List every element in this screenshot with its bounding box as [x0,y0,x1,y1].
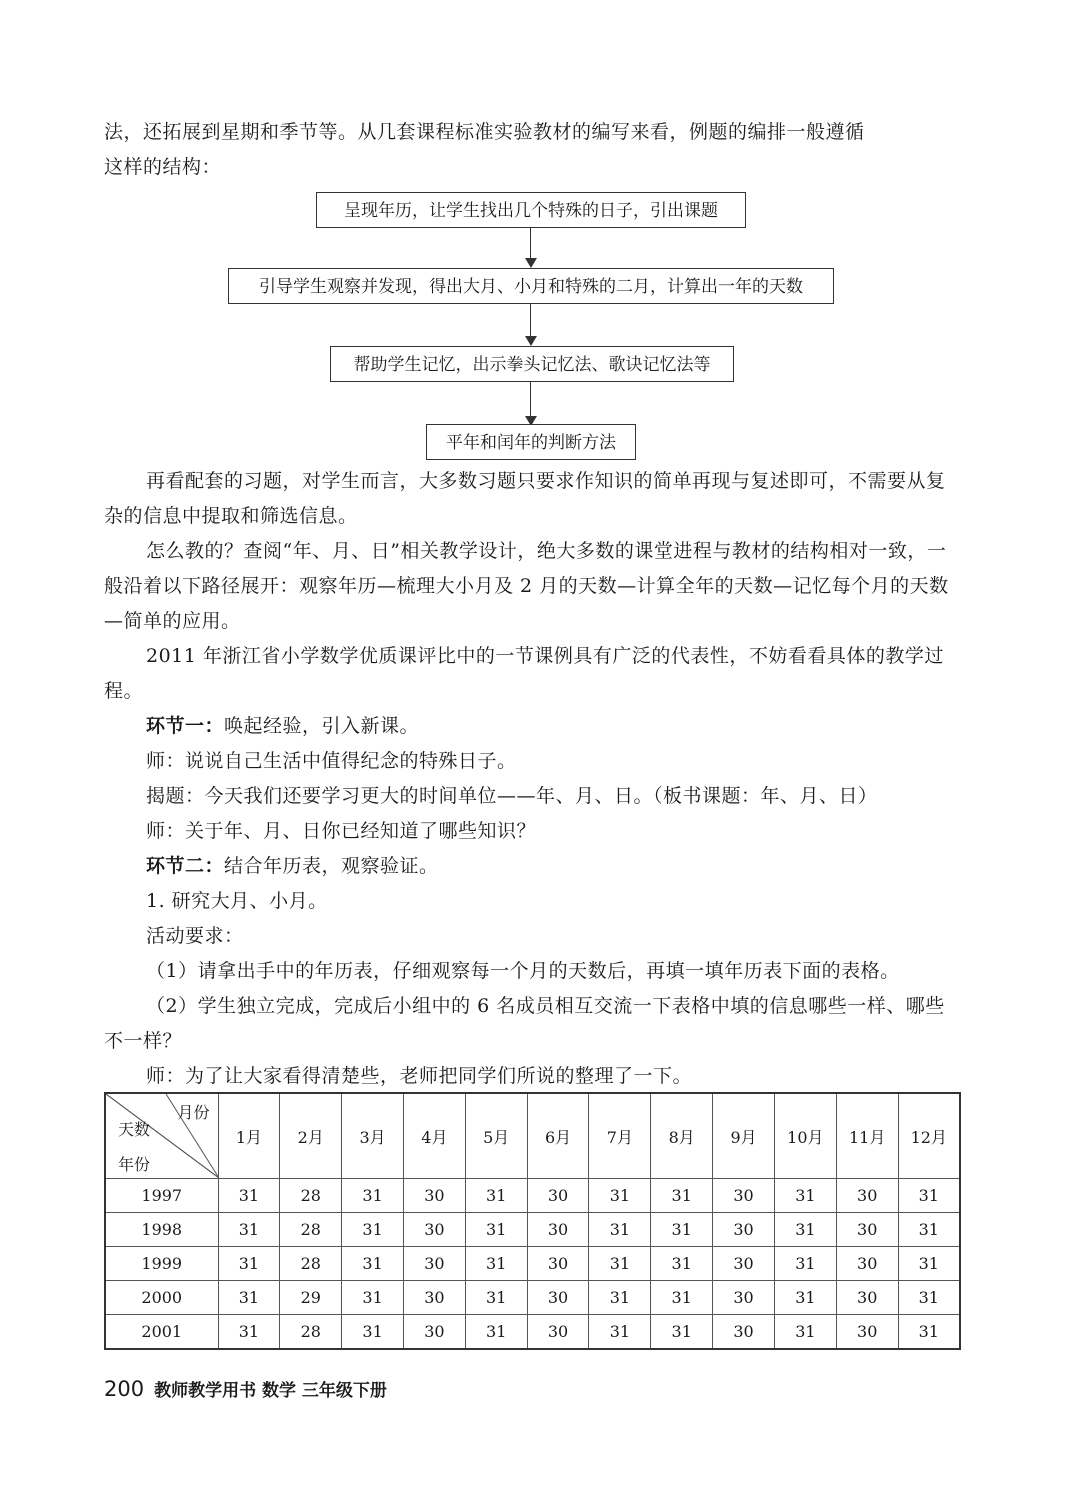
days-cell: 28 [280,1213,342,1247]
days-cell: 31 [342,1281,404,1315]
days-cell: 30 [713,1179,775,1213]
days-cell: 30 [403,1315,465,1350]
days-cell: 31 [218,1213,280,1247]
days-cell: 30 [836,1281,898,1315]
requirement-2: （2）学生独立完成，完成后小组中的 6 名成员相互交流一下表格中填的信息哪些一样、哪些不一样？ [104,995,945,1052]
intro-text [104,115,964,185]
days-cell: 30 [527,1281,589,1315]
month-header: 1月 [218,1093,280,1179]
days-cell: 30 [713,1315,775,1350]
teacher-line-3: 师：为了让大家看得清楚些，老师把同学们所说的整理了一下。 [146,1065,693,1087]
days-cell: 31 [465,1281,527,1315]
days-cell: 31 [465,1315,527,1350]
days-cell: 31 [774,1247,836,1281]
section-1-label: 环节一： [146,715,225,737]
days-cell: 31 [589,1247,651,1281]
days-cell: 30 [836,1213,898,1247]
days-cell: 31 [342,1247,404,1281]
corner-label-days: 天数 [118,1120,151,1139]
month-days-table [104,1092,961,1350]
month-header: 6月 [527,1093,589,1179]
days-cell: 31 [218,1315,280,1350]
section-1-text: 唤起经验，引入新课。 [224,715,420,737]
section-2-heading [104,849,964,884]
flow-arrow-head-2 [525,336,537,346]
days-cell: 31 [898,1179,960,1213]
days-cell: 31 [218,1281,280,1315]
month-header: 3月 [342,1093,404,1179]
intro-line-2: 这样的结构： [104,156,222,178]
days-cell: 30 [713,1213,775,1247]
study-item-1: 1. 研究大月、小月。 [146,890,328,912]
days-cell: 29 [280,1281,342,1315]
flow-step-3: 帮助学生记忆，出示拳头记忆法、歌诀记忆法等 [330,346,734,382]
body-text [104,464,964,1094]
teacher-line-1: 师：说说自己生活中值得纪念的特殊日子。 [146,750,517,772]
flow-step-1: 呈现年历，让学生找出几个特殊的日子，引出课题 [316,192,746,228]
days-cell: 30 [836,1315,898,1350]
year-cell: 1998 [105,1213,218,1247]
days-cell: 31 [651,1213,713,1247]
days-cell: 31 [651,1281,713,1315]
days-cell: 31 [898,1213,960,1247]
month-header: 10月 [774,1093,836,1179]
teacher-line-2: 师：关于年、月、日你已经知道了哪些知识？ [146,820,537,842]
year-cell: 1997 [105,1179,218,1213]
paragraph-how-taught: 怎么教的？查阅“年、月、日”相关教学设计，绝大多数的课堂进程与教材的结构相对一致，一般沿着以下路径展开：观察年历—梳理大小月及 2 月的天数—计算全年的天数—记忆每个月的天数—简单的应用。 [104,540,949,632]
year-cell: 2000 [105,1281,218,1315]
intro-line-1: 法，还拓展到星期和季节等。从几套课程标准实验教材的编写来看，例题的编排一般遵循 [104,121,865,143]
days-cell: 31 [342,1179,404,1213]
days-cell: 31 [342,1213,404,1247]
days-cell: 30 [403,1281,465,1315]
paragraph-2011-lesson: 2011 年浙江省小学数学优质课评比中的一节课例具有广泛的代表性，不妨看看具体的教学过程。 [104,645,944,702]
month-header: 11月 [836,1093,898,1179]
flow-arrow-line-3 [530,382,531,416]
days-cell: 30 [836,1247,898,1281]
requirement-1: （1）请拿出手中的年历表，仔细观察每一个月的天数后，再填一填年历表下面的表格。 [146,960,900,982]
days-cell: 31 [898,1247,960,1281]
table-row [105,1213,960,1247]
days-cell: 30 [527,1315,589,1350]
days-cell: 31 [465,1179,527,1213]
days-cell: 30 [713,1281,775,1315]
table-row [105,1281,960,1315]
days-cell: 31 [898,1281,960,1315]
days-cell: 31 [898,1315,960,1350]
month-header: 5月 [465,1093,527,1179]
book-title: 教师教学用书 数学 三年级下册 [154,1381,387,1401]
table-row [105,1315,960,1350]
days-cell: 31 [589,1179,651,1213]
days-cell: 30 [403,1179,465,1213]
days-cell: 31 [774,1315,836,1350]
days-cell: 30 [527,1213,589,1247]
table-header-row [105,1093,960,1179]
page-footer [104,1376,387,1401]
days-cell: 31 [589,1213,651,1247]
days-cell: 31 [774,1281,836,1315]
days-cell: 31 [651,1315,713,1350]
activity-requirements: 活动要求： [146,925,244,947]
table-body [105,1179,960,1350]
days-cell: 31 [218,1179,280,1213]
days-cell: 30 [527,1179,589,1213]
days-cell: 30 [836,1179,898,1213]
flow-arrow-line-1 [530,228,531,258]
days-cell: 31 [589,1281,651,1315]
days-cell: 28 [280,1315,342,1350]
flow-arrow-head-1 [525,258,537,268]
days-cell: 30 [403,1213,465,1247]
corner-label-year: 年份 [118,1155,151,1174]
days-cell: 31 [651,1247,713,1281]
flow-arrow-line-2 [530,304,531,336]
days-cell: 30 [403,1247,465,1281]
days-cell: 31 [589,1315,651,1350]
days-cell: 31 [774,1213,836,1247]
table-corner-cell [105,1093,218,1179]
table-row [105,1247,960,1281]
year-cell: 2001 [105,1315,218,1350]
flow-step-4: 平年和闰年的判断方法 [426,424,636,460]
days-cell: 31 [465,1213,527,1247]
year-cell: 1999 [105,1247,218,1281]
days-cell: 31 [465,1247,527,1281]
section-2-label: 环节二： [146,855,225,877]
month-header: 12月 [898,1093,960,1179]
days-cell: 30 [713,1247,775,1281]
flow-step-2: 引导学生观察并发现，得出大月、小月和特殊的二月，计算出一年的天数 [228,268,834,304]
days-cell: 30 [527,1247,589,1281]
days-cell: 31 [342,1315,404,1350]
days-cell: 28 [280,1247,342,1281]
days-cell: 31 [774,1179,836,1213]
month-header: 8月 [651,1093,713,1179]
section-2-text: 结合年历表，观察验证。 [224,855,439,877]
reveal-topic-line: 揭题：今天我们还要学习更大的时间单位——年、月、日。（板书课题：年、月、日） [146,785,878,807]
days-cell: 28 [280,1179,342,1213]
section-1-heading [104,709,964,744]
paragraph-exercises: 再看配套的习题，对学生而言，大多数习题只要求作知识的简单再现与复述即可，不需要从复杂的信息中提取和筛选信息。 [104,470,946,527]
month-header: 9月 [713,1093,775,1179]
month-header: 7月 [589,1093,651,1179]
days-cell: 31 [651,1179,713,1213]
corner-label-month: 月份 [177,1103,210,1122]
days-cell: 31 [218,1247,280,1281]
month-header: 2月 [280,1093,342,1179]
table-row [105,1179,960,1213]
month-header: 4月 [403,1093,465,1179]
page-number: 200 [104,1377,145,1401]
